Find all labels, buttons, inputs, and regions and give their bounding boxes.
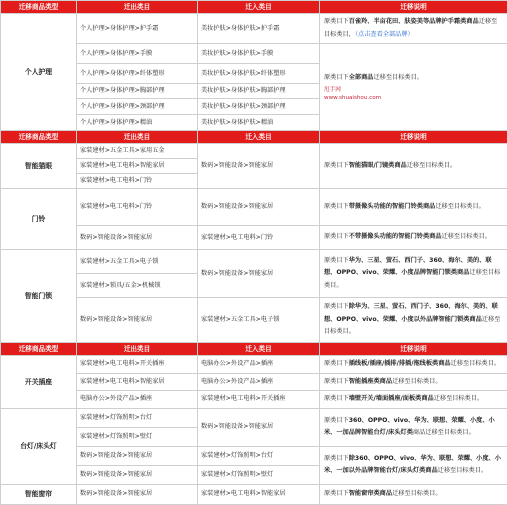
from-cell: 家装建材>锁具/五金>机械锁	[77, 274, 198, 298]
to-cell: 美妆护肤>身体护肤>护手霜	[198, 14, 320, 44]
desc-text: 原类目下	[324, 417, 349, 424]
category-cell: 台灯/床头灯	[1, 408, 77, 484]
desc-bold: 华为、三星、萤石、西门子、360、海尔、美的、联想、OPPO、vivo、荣耀、小度品牌智能门锁类商品	[324, 257, 492, 277]
table-row	[1, 226, 507, 250]
from-cell: 个人护理>身体护理>胸部护理	[77, 84, 198, 99]
desc-text: 商品迁移至目标类目。	[413, 429, 475, 436]
desc-text: 迁移至目标类目。	[435, 203, 485, 210]
from-cell: 家装建材>五金工具>家用五金	[77, 144, 198, 159]
table-row	[1, 408, 507, 427]
desc-bold: 除华为、三星、萤石、西门子、360、海尔、美的、联想、OPPO、vivo、荣耀、小度以外品牌智能门锁类商品	[324, 303, 498, 323]
desc-cell	[320, 373, 507, 391]
desc-text: 原类目下	[324, 303, 349, 310]
from-cell: 数码>智能设备>智能家居	[77, 446, 198, 465]
desc-bold: 除360、OPPO、vivo、华为、联想、荣耀、小度、小米、一加以外品牌智能台灯/床头灯类商品	[324, 455, 501, 475]
desc-bold: 不带摄像头功能的智能门铃类商品	[349, 233, 442, 240]
to-cell: 家装建材>电工电料>智能家居	[198, 484, 320, 504]
table-row	[1, 446, 507, 465]
desc-bold: 智能插座类商品	[349, 378, 392, 385]
from-cell: 家装建材>灯饰照明>壁灯	[77, 427, 198, 446]
from-cell: 数码>智能设备>智能家居	[77, 298, 198, 343]
desc-cell	[320, 408, 507, 446]
desc-bold: 360、OPPO、vivo、华为、联想、荣耀、小度、小米、一加品牌智能台灯/床头灯类	[324, 417, 495, 437]
header-to: 迁入类目	[198, 1, 320, 14]
to-cell: 电脑办公>外设产品>插座	[198, 373, 320, 391]
header-to: 迁入类目	[198, 131, 320, 144]
desc-text: 原类目下	[324, 378, 349, 385]
category-cell: 智能门锁	[1, 250, 77, 343]
from-cell: 电脑办公>外设产品>插座	[77, 391, 198, 409]
desc-text: 原类目下	[324, 455, 349, 462]
to-cell: 电脑办公>外设产品>插座	[198, 356, 320, 374]
watermark-name: 甩手网	[324, 86, 503, 94]
header-type: 迁移商品类型	[1, 1, 77, 14]
from-cell: 个人护理>身体护理>纤体塑形	[77, 64, 198, 84]
to-cell: 数码>智能设备>智能家居	[198, 408, 320, 446]
header-desc: 迁移说明	[320, 343, 507, 356]
desc-cell	[320, 391, 507, 409]
desc-cell	[320, 144, 507, 189]
desc-text: 迁移至目标类目。	[451, 360, 501, 367]
from-cell: 家装建材>电工电料>门铃	[77, 189, 198, 226]
desc-text: 迁移至目标类目。	[434, 395, 484, 402]
from-cell: 数码>智能设备>智能家居	[77, 465, 198, 484]
desc-text: 原类目下	[324, 395, 349, 402]
header-desc: 迁移说明	[320, 1, 507, 14]
desc-text: 原类目下	[324, 74, 349, 81]
from-cell: 家装建材>电工电料>智能家居	[77, 159, 198, 174]
from-cell: 家装建材>五金工具>电子锁	[77, 250, 198, 274]
to-cell: 美妆护肤>身体护肤>胸部护理	[198, 84, 320, 99]
table-row	[1, 14, 507, 44]
table-row	[1, 373, 507, 391]
table-header-row	[1, 131, 507, 144]
header-type: 迁移商品类型	[1, 131, 77, 144]
desc-text: 原类目下	[324, 490, 349, 497]
table-header-row	[1, 343, 507, 356]
desc-text: 原类目下	[324, 162, 349, 169]
from-cell: 家装建材>灯饰照明>台灯	[77, 408, 198, 427]
category-cell: 开关插座	[1, 356, 77, 409]
to-cell: 家装建材>电工电料>门铃	[198, 226, 320, 250]
desc-cell	[320, 189, 507, 226]
table-header-row	[1, 1, 507, 14]
desc-text: 原类目下	[324, 257, 349, 264]
to-cell: 数码>智能设备>智能家居	[198, 250, 320, 298]
to-cell: 数码>智能设备>智能家居	[198, 189, 320, 226]
from-cell: 家装建材>电工电料>门铃	[77, 174, 198, 189]
to-cell: 美妆护肤>身体护肤>手膜	[198, 44, 320, 64]
desc-text: 迁移至目标类目。	[392, 490, 442, 497]
desc-text: 迁移至目标类目。	[374, 74, 424, 81]
to-cell: 家装建材>电工电料>开关插座	[198, 391, 320, 409]
desc-cell	[320, 44, 507, 131]
desc-cell	[320, 446, 507, 484]
desc-text: 迁移至目标类目。	[392, 378, 442, 385]
to-cell: 美妆护肤>身体护肤>颈部护理	[198, 99, 320, 115]
desc-bold: 插线板/插座/插排/排插/拖线板类商品	[349, 360, 451, 367]
from-cell: 家装建材>电工电料>智能家居	[77, 373, 198, 391]
desc-text: 迁移至目标类目。	[324, 269, 500, 289]
table-row	[1, 391, 507, 409]
desc-text: 原类目下	[324, 360, 349, 367]
desc-bold: 智能窗帘类商品	[349, 490, 392, 497]
watermark-url: www.shuaishou.com	[324, 94, 503, 102]
desc-bold: 全部商品	[349, 74, 374, 81]
from-cell: 家装建材>电工电料>开关插座	[77, 356, 198, 374]
desc-text: 迁移至目标类目。	[438, 467, 488, 474]
category-cell: 门铃	[1, 189, 77, 250]
to-cell: 美妆护肤>身体护肤>精油	[198, 115, 320, 131]
to-cell: 家装建材>灯饰照明>壁灯	[198, 465, 320, 484]
table-row	[1, 250, 507, 274]
desc-bold: 带摄像头功能的智能门铃类商品	[349, 203, 436, 210]
desc-text: 迁移至目标类目。	[324, 316, 500, 336]
desc-text: 原类目下	[324, 18, 349, 25]
from-cell: 个人护理>身体护理>护手霜	[77, 14, 198, 44]
desc-cell	[320, 356, 507, 374]
desc-bold: 智能猫眼/门镜类商品	[349, 162, 407, 169]
header-desc: 迁移说明	[320, 131, 507, 144]
header-from: 迁出类目	[77, 343, 198, 356]
category-cell: 个人护理	[1, 14, 77, 131]
to-cell: 家装建材>灯饰照明>台灯	[198, 446, 320, 465]
header-to: 迁入类目	[198, 343, 320, 356]
table-row	[1, 356, 507, 374]
desc-cell	[320, 250, 507, 298]
from-cell: 个人护理>身体护理>精油	[77, 115, 198, 131]
to-cell: 家装建材>五金工具>电子锁	[198, 298, 320, 343]
from-cell: 个人护理>身体护理>颈部护理	[77, 99, 198, 115]
desc-text: 迁移至目标类目。	[407, 162, 457, 169]
table-row	[1, 44, 507, 64]
to-cell: 美妆护肤>身体护肤>纤体塑形	[198, 64, 320, 84]
category-cell: 智能窗帘	[1, 484, 77, 504]
from-cell: 数码>智能设备>智能家居	[77, 226, 198, 250]
desc-cell	[320, 226, 507, 250]
from-cell: 个人护理>身体护理>手膜	[77, 44, 198, 64]
table-row	[1, 144, 507, 159]
desc-bold: 百雀羚、半亩花田、肤姿美等品牌护手霜类商品	[349, 18, 479, 25]
desc-cell	[320, 14, 507, 44]
desc-text: 原类目下	[324, 203, 349, 210]
table-row	[1, 484, 507, 504]
to-cell: 数码>智能设备>智能家居	[198, 144, 320, 189]
desc-text: 迁移至目标类目，	[324, 18, 497, 38]
category-cell: 智能猫眼	[1, 144, 77, 189]
desc-text: 迁移至目标类目。	[442, 233, 492, 240]
header-from: 迁出类目	[77, 131, 198, 144]
desc-cell	[320, 298, 507, 343]
desc-bold: 墙壁开关/墙面插座/面板类商品	[349, 395, 434, 402]
table-row	[1, 189, 507, 226]
header-type: 迁移商品类型	[1, 343, 77, 356]
table-row	[1, 298, 507, 343]
from-cell: 数码>智能设备>智能家居	[77, 484, 198, 504]
view-all-brands-link[interactable]: （点击查看全部品牌）	[355, 31, 414, 38]
header-from: 迁出类目	[77, 1, 198, 14]
desc-cell	[320, 484, 507, 504]
desc-text: 原类目下	[324, 233, 349, 240]
